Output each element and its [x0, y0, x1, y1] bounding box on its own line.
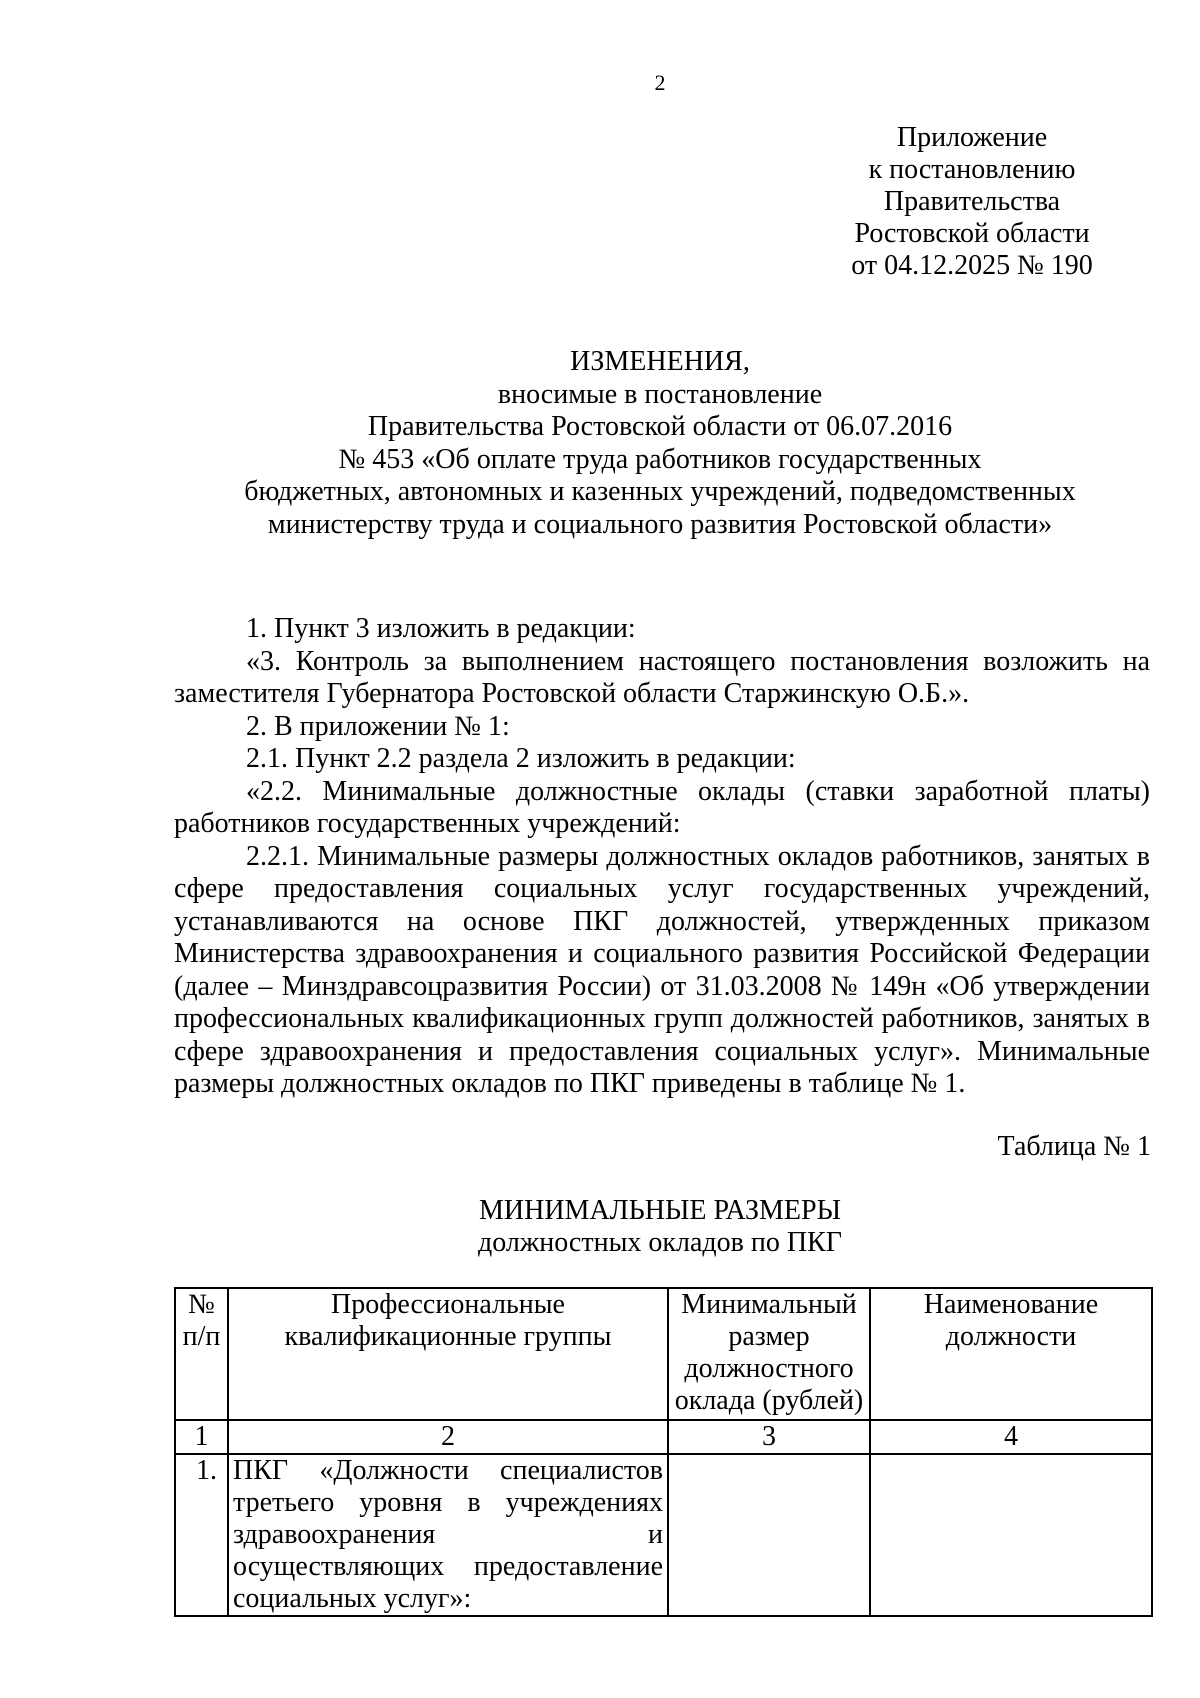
column-number-cell: 1	[175, 1420, 228, 1454]
paragraph: «3. Контроль за выполнением настоящего постановления возложить на заместителя Губернатора Ростовской области Старжинскую О.Б.».	[174, 645, 1150, 709]
heading-title: ИЗМЕНЕНИЯ,	[570, 346, 750, 377]
page-number: 2	[654, 70, 666, 95]
table-row	[175, 1454, 1152, 1616]
table-label: Таблица № 1	[997, 1131, 1151, 1162]
heading-line: № 453 «Об оплате труда работников государственных	[338, 443, 982, 475]
salary-table	[174, 1287, 1153, 1617]
paragraph: «2.2. Минимальные должностные оклады (ставки заработной платы) работников государственных учреждений:	[174, 775, 1150, 839]
column-number-row	[175, 1420, 1152, 1454]
column-number-cell: 3	[668, 1420, 870, 1454]
appendix-block	[832, 122, 1112, 282]
paragraph: 2.2.1. Минимальные размеры должностных окладов работников, занятых в сфере предоставления социальных услуг государственных учреждений, устанавливаются на основе ПКГ должностей, утвержденных приказом Министерства здравоохранения и социального развития Российской Федерации (далее – Минздравсоцразвития России) от 31.03.2008 № 149н «Об утверждении профессиональных квалификационных групп должностей работников, занятых в сфере здравоохранения и предоставления социальных услуг». Минимальные размеры должностных окладов по ПКГ приведены в таблице № 1.	[174, 840, 1150, 1099]
row-number-cell: 1.	[175, 1454, 228, 1616]
document-body	[174, 613, 1150, 1101]
header-cell-position: Наименование должности	[870, 1288, 1152, 1420]
table-title-line: должностных окладов по ПКГ	[478, 1227, 842, 1258]
appendix-line: Приложение	[896, 122, 1048, 153]
column-number-cell: 2	[228, 1420, 668, 1454]
paragraph: 2. В приложении № 1:	[246, 710, 510, 742]
paragraph: 2.1. Пункт 2.2 раздела 2 изложить в редакции:	[246, 743, 796, 774]
appendix-line: от 04.12.2025 № 190	[851, 250, 1093, 281]
heading-line: бюджетных, автономных и казенных учреждений, подведомственных	[244, 476, 1076, 507]
appendix-line: Ростовской области	[854, 218, 1090, 249]
row-position-cell	[870, 1454, 1152, 1616]
header-cell-number: № п/п	[175, 1288, 228, 1420]
table-header-row	[175, 1288, 1152, 1420]
appendix-line: Правительства	[883, 186, 1061, 217]
paragraph: 1. Пункт 3 изложить в редакции:	[246, 613, 636, 644]
heading-line: Правительства Ростовской области от 06.07.2016	[367, 411, 953, 442]
table-title	[350, 1195, 970, 1259]
appendix-line: к постановлению	[868, 154, 1076, 185]
document-heading	[160, 346, 1160, 541]
header-cell-groups: Профессиональные квалификационные группы	[228, 1288, 668, 1420]
header-cell-salary: Минимальный размер должностного оклада (рублей)	[668, 1288, 870, 1420]
row-group-cell: ПКГ «Должности специалистов третьего уровня в учреждениях здравоохранения и осуществляющих предоставление социальных услуг»:	[228, 1454, 668, 1616]
column-number-cell: 4	[870, 1420, 1152, 1454]
table-title-line: МИНИМАЛЬНЫЕ РАЗМЕРЫ	[478, 1195, 842, 1226]
row-salary-cell	[668, 1454, 870, 1616]
heading-line: министерству труда и социального развития Ростовской области»	[267, 508, 1053, 540]
heading-line: вносимые в постановление	[497, 378, 823, 410]
